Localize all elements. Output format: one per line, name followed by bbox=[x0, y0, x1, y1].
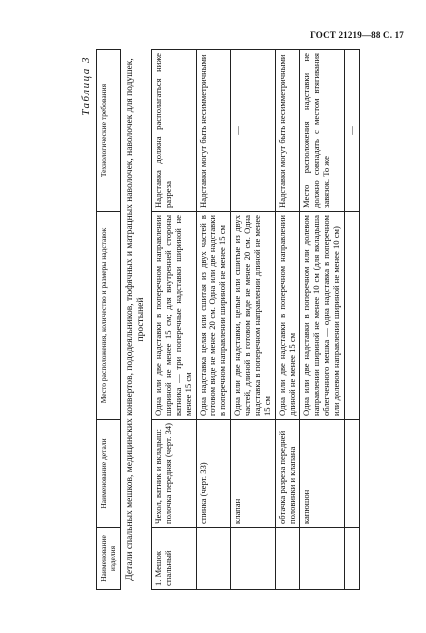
table-header-row bbox=[97, 50, 121, 590]
rotated-table-block bbox=[78, 50, 418, 590]
cell-detail: клапан bbox=[231, 420, 276, 528]
page-header: ГОСТ 21219—88 С. 17 bbox=[310, 30, 404, 40]
cell-detail bbox=[344, 420, 359, 528]
column-header-requirements: Технологические требования bbox=[97, 50, 121, 212]
cell-placement: Одна или две надставки, целые или сшитые из двух частей, длиной в готовом виде не менее 20 см. Одна надставка в поперечном направлении длиной не менее 15 см bbox=[231, 212, 276, 420]
table-row bbox=[152, 50, 197, 590]
cell-placement bbox=[344, 212, 359, 420]
cell-requirements: Надставки могут быть несимметричными bbox=[275, 50, 300, 212]
table-row bbox=[275, 50, 300, 590]
table-row bbox=[231, 50, 276, 590]
column-header-placement: Место расположения, количество и размеры надставок bbox=[97, 212, 121, 420]
cell-detail: Чехол, ватник и вкладыш: полочка передняя (черт. 34) bbox=[152, 420, 197, 528]
column-header-detail: Наименование детали bbox=[97, 420, 121, 528]
cell-product bbox=[231, 528, 276, 590]
section-row bbox=[121, 50, 152, 590]
cell-placement: Одна надставка целая или сшитая из двух частей в готовом виде не менее 20 см. Одна или две надставки в поперечном направлении шириной не менее 15 см bbox=[196, 212, 231, 420]
requirements-table bbox=[96, 49, 360, 590]
cell-requirements: — bbox=[231, 50, 276, 212]
column-header-product: Наименование изделия bbox=[97, 528, 121, 590]
cell-requirements: Надставки могут быть несимметричными bbox=[196, 50, 231, 212]
cell-product bbox=[344, 528, 359, 590]
section-title: Детали спальных мешков, медицинских конвертов, пододеяльников, тюфячных и матрацных наволочек, наволочек для подушек, простыней bbox=[121, 50, 152, 590]
cell-requirements: Надставка должна располагаться ниже разреза bbox=[152, 50, 197, 212]
cell-placement: Одна или две надставки в поперечном или долевом направлении шириной не менее 10 см (для вкладыша облегченного мешка — одна надставка в поперечном или долевом направлении шириной не менее 10 см) bbox=[300, 212, 345, 420]
cell-placement: Одна или две надставки в поперечном направлении длиной не менее 15 см bbox=[275, 212, 300, 420]
table-caption: Таблица 3 bbox=[80, 56, 92, 116]
cell-requirements: Место расположения надставки не должно совпадать с местом втягивания завязок. То же bbox=[300, 50, 345, 212]
cell-product bbox=[275, 528, 300, 590]
table-row bbox=[300, 50, 345, 590]
table-row bbox=[344, 50, 359, 590]
cell-detail: спинка (черт. 33) bbox=[196, 420, 231, 528]
cell-product bbox=[300, 528, 345, 590]
table-row bbox=[196, 50, 231, 590]
cell-detail: обтачка разреза передней половинки и клапана bbox=[275, 420, 300, 528]
cell-detail: капюшон bbox=[300, 420, 345, 528]
cell-requirements: — bbox=[344, 50, 359, 212]
cell-product: 1. Мешок спальный bbox=[152, 528, 197, 590]
cell-placement: Одна или две надставки в поперечном направлении шириной не менее 15 см; для внутренней стороны ватника — три поперечные надставки шириной не менее 15 см bbox=[152, 212, 197, 420]
cell-product bbox=[196, 528, 231, 590]
